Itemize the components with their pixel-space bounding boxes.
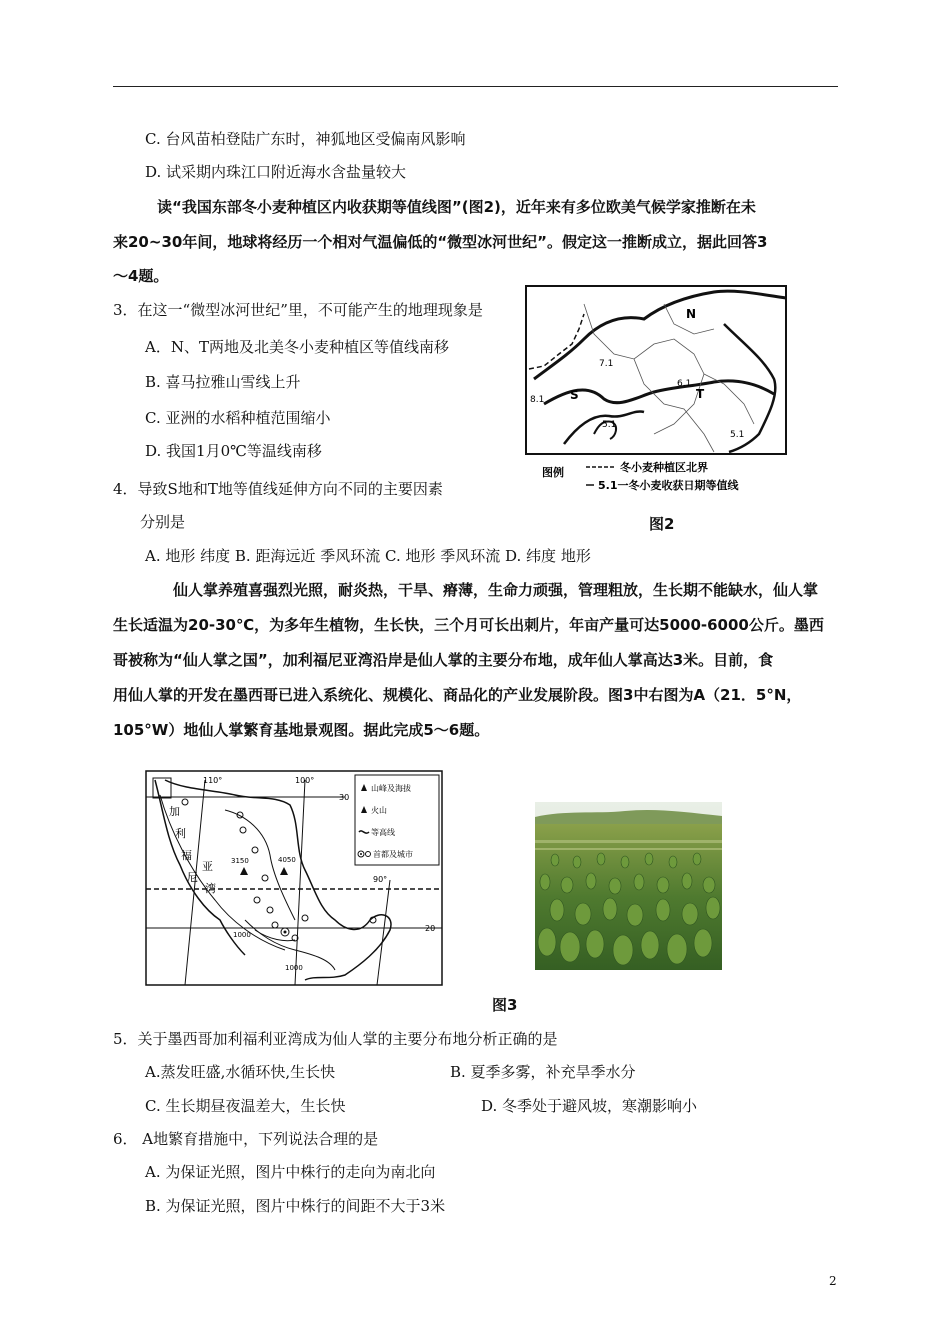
- label-s: S: [570, 388, 579, 402]
- passage-line-2: 生长适温为20-30℃，为多年生植物，生长快，三个月可长出刺片，年亩产量可达5000-6000公斤。墨西: [113, 616, 824, 634]
- lon-90: 90°: [373, 875, 388, 884]
- option-6b: B. 为保证光照，图片中株行的间距不大于3米: [145, 1197, 446, 1215]
- gulf-char-2: 利: [175, 827, 186, 840]
- lon-110: 110°: [203, 776, 223, 785]
- option-2d: D. 试采期内珠江口附近海水含盐量较大: [145, 163, 407, 181]
- label-n: N: [686, 307, 697, 321]
- figure-2-map: [524, 284, 788, 494]
- isoline-value-4: 5.1: [602, 420, 617, 430]
- option-3a: A．N、T两地及北美冬小麦种植区等值线南移: [145, 338, 449, 356]
- isoline-value-2: 6.1: [677, 379, 692, 389]
- passage-line-3: 哥被称为“仙人掌之国”，加利福尼亚湾沿岸是仙人掌的主要分布地，成年仙人掌高达3米。目前，食: [113, 651, 774, 669]
- figure-2-caption: 图2: [649, 515, 675, 533]
- cactus-field-photo: [535, 802, 722, 970]
- legend-isoline: 5.1一冬小麦收获日期等值线: [598, 479, 739, 492]
- legend-boundary: 冬小麦种植区北界: [620, 461, 708, 474]
- option-5d: D. 冬季处于避风坡，寒潮影响小: [481, 1097, 698, 1115]
- elev-4050: 4050: [278, 856, 296, 864]
- gulf-char-4: 尼: [187, 871, 198, 884]
- legend-city: 首都及城市: [373, 850, 413, 859]
- elev-3150: 3150: [231, 857, 249, 865]
- passage-line-4: 用仙人掌的开发在墨西哥已进入系统化、规模化、商品化的产业发展阶段。图3中右图为A（21．5°N，: [113, 686, 802, 704]
- question-3: 3．在这一“微型冰河世纪”里，不可能产生的地理现象是: [113, 301, 483, 319]
- passage-line-1: 仙人掌养殖喜强烈光照，耐炎热，干旱、瘠薄，生命力顽强，管理粗放，生长期不能缺水，仙人掌: [173, 581, 819, 599]
- header-rule: [113, 86, 838, 87]
- options-4: A. 地形 纬度 B. 距海远近 季风环流 C. 地形 季风环流 D. 纬度 地形: [145, 547, 591, 565]
- question-5: 5．关于墨西哥加利福利亚湾成为仙人掌的主要分布地分析正确的是: [113, 1030, 558, 1048]
- elev-1000-a: 1000: [233, 931, 251, 939]
- option-3d: D. 我国1月0℃等温线南移: [145, 442, 322, 460]
- option-2c: C. 台风苗柏登陆广东时，神狐地区受偏南风影响: [145, 130, 466, 148]
- gulf-char-1: 加: [169, 805, 180, 818]
- option-3b: B. 喜马拉雅山雪线上升: [145, 373, 301, 391]
- page-number: 2: [829, 1274, 837, 1288]
- gulf-char-5: 亚: [202, 860, 213, 873]
- legend-volcano: 火山: [371, 806, 387, 815]
- lat-20: 20: [425, 924, 436, 933]
- isoline-value-3: 8.1: [530, 395, 545, 405]
- question-4: 4．导致S地和T地等值线延伸方向不同的主要因素: [113, 480, 443, 498]
- legend-title: 图例: [542, 466, 564, 479]
- legend-contour: 等高线: [371, 828, 395, 837]
- intro-line-3: ～4题。: [113, 267, 169, 285]
- legend-peak: 山峰及海拔: [371, 784, 411, 793]
- label-t: T: [696, 387, 705, 401]
- intro-line-2: 来20~30年间，地球将经历一个相对气温偏低的“微型冰河世纪”。假定这一推断成立，据此回答3: [113, 233, 768, 251]
- isoline-value-5: 5.1: [730, 430, 745, 440]
- option-5a: A.蒸发旺盛,水循环快,生长快: [145, 1063, 336, 1081]
- question-4-cont: 分别是: [140, 513, 186, 531]
- lat-30: 30: [339, 793, 350, 802]
- lon-100: 100°: [295, 776, 315, 785]
- option-6a: A. 为保证光照，图片中株行的走向为南北向: [145, 1163, 436, 1181]
- elev-1000-b: 1000: [285, 964, 303, 972]
- intro-line-1: 读“我国东部冬小麦种植区内收获期等值线图”(图2)，近年来有多位欧美气候学家推断在未: [157, 198, 756, 216]
- gulf-char-6: 湾: [205, 882, 216, 895]
- option-3c: C. 亚洲的水稻种植范围缩小: [145, 409, 331, 427]
- gulf-char-3: 福: [181, 849, 192, 862]
- isoline-value-1: 7.1: [599, 359, 614, 369]
- figure-3-map: [145, 770, 443, 986]
- option-5c: C. 生长期昼夜温差大，生长快: [145, 1097, 346, 1115]
- question-6: 6． A地繁育措施中，下列说法合理的是: [113, 1130, 379, 1148]
- passage-line-5: 105°W）地仙人掌繁育基地景观图。据此完成5～6题。: [113, 721, 490, 739]
- option-5b: B. 夏季多雾，补充旱季水分: [450, 1063, 636, 1081]
- figure-3-caption: 图3: [492, 996, 518, 1014]
